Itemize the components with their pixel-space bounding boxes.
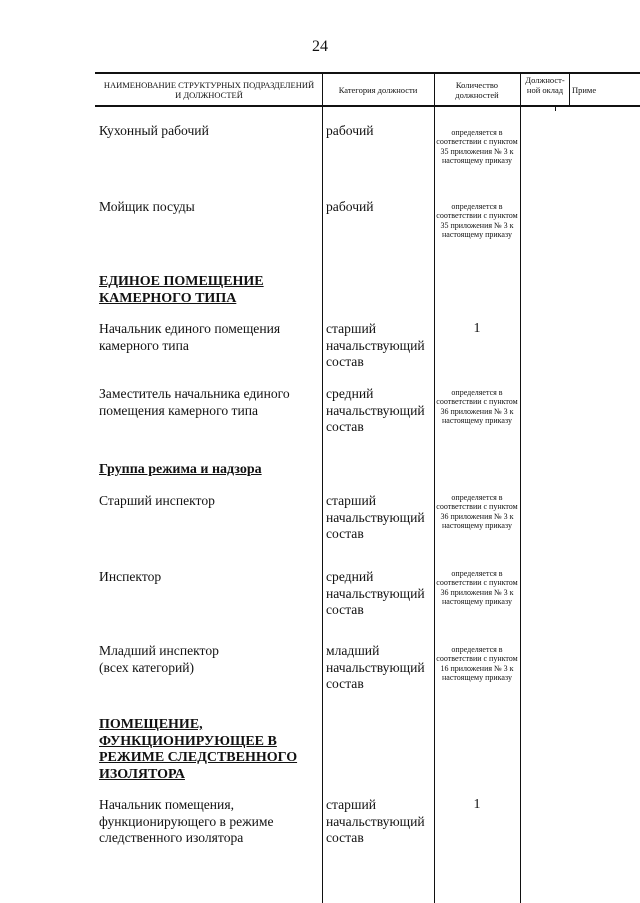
header-col-quantity: Количество должностей xyxy=(455,80,499,100)
row-head-cell-room-quantity: 1 xyxy=(473,321,481,336)
row-head-detention-room-quantity: 1 xyxy=(473,797,481,812)
section-title-cell-type-room: ЕДИНОЕ ПОМЕЩЕНИЕ КАМЕРНОГО ТИПА xyxy=(99,274,264,306)
row-inspector-quantity: определяется в соответствии с пунктом 36 приложения № 3 к настоящему приказу xyxy=(436,569,518,606)
column-divider-quantity xyxy=(520,72,521,903)
column-divider-salary xyxy=(569,72,570,106)
row-junior-inspector-category: младший начальствующий состав xyxy=(326,643,425,691)
row-kitchen-worker-quantity: определяется в соответствии с пунктом 35 приложения № 3 к настоящему приказу xyxy=(436,128,518,165)
table-top-rule xyxy=(95,72,640,74)
row-head-cell-room-category: старший начальствующий состав xyxy=(326,321,425,369)
row-inspector-name: Инспектор xyxy=(99,569,162,584)
section-title-regime-supervision: Группа режима и надзора xyxy=(99,462,262,477)
row-senior-inspector-quantity: определяется в соответствии с пунктом 36 приложения № 3 к настоящему приказу xyxy=(436,493,518,530)
row-kitchen-worker-name: Кухонный рабочий xyxy=(99,123,209,138)
row-junior-inspector-name: Младший инспектор (всех категорий) xyxy=(99,643,219,675)
row-senior-inspector-category: старший начальствующий состав xyxy=(326,493,425,541)
header-col-note: Приме xyxy=(572,85,597,95)
row-head-detention-room-category: старший начальствующий состав xyxy=(326,797,425,845)
row-dishwasher-name: Мойщик посуды xyxy=(99,199,195,214)
row-head-detention-room-name: Начальник помещения, функционирующего в режиме следственного изолятора xyxy=(99,797,274,845)
header-col-name: НАИМЕНОВАНИЕ СТРУКТУРНЫХ ПОДРАЗДЕЛЕНИЙ И ДОЛЖНОСТЕЙ xyxy=(103,80,315,100)
row-dishwasher-category: рабочий xyxy=(326,199,374,214)
column-divider-name xyxy=(322,72,323,903)
header-col-salary: Должност-ной оклад xyxy=(525,75,565,95)
row-deputy-head-quantity: определяется в соответствии с пунктом 36 приложения № 3 к настоящему приказу xyxy=(436,388,518,425)
row-junior-inspector-quantity: определяется в соответствии с пунктом 16 приложения № 3 к настоящему приказу xyxy=(436,645,518,682)
section-title-detention-room: ПОМЕЩЕНИЕ, ФУНКЦИОНИРУЮЩЕЕ В РЕЖИМЕ СЛЕДСТВЕННОГО ИЗОЛЯТОРА xyxy=(99,717,298,782)
row-kitchen-worker-category: рабочий xyxy=(326,123,374,138)
row-senior-inspector-name: Старший инспектор xyxy=(99,493,215,508)
header-col-category: Категория должности xyxy=(338,85,418,95)
page-number: 24 xyxy=(312,38,328,55)
row-inspector-category: средний начальствующий состав xyxy=(326,569,425,617)
column-divider-salary-tick xyxy=(555,106,556,111)
row-deputy-head-category: средний начальствующий состав xyxy=(326,386,425,434)
table-header-rule xyxy=(95,105,640,107)
column-divider-category xyxy=(434,72,435,903)
row-deputy-head-name: Заместитель начальника единого помещения камерного типа xyxy=(99,386,290,418)
row-dishwasher-quantity: определяется в соответствии с пунктом 35 приложения № 3 к настоящему приказу xyxy=(436,202,518,239)
row-head-cell-room-name: Начальник единого помещения камерного типа xyxy=(99,321,281,353)
